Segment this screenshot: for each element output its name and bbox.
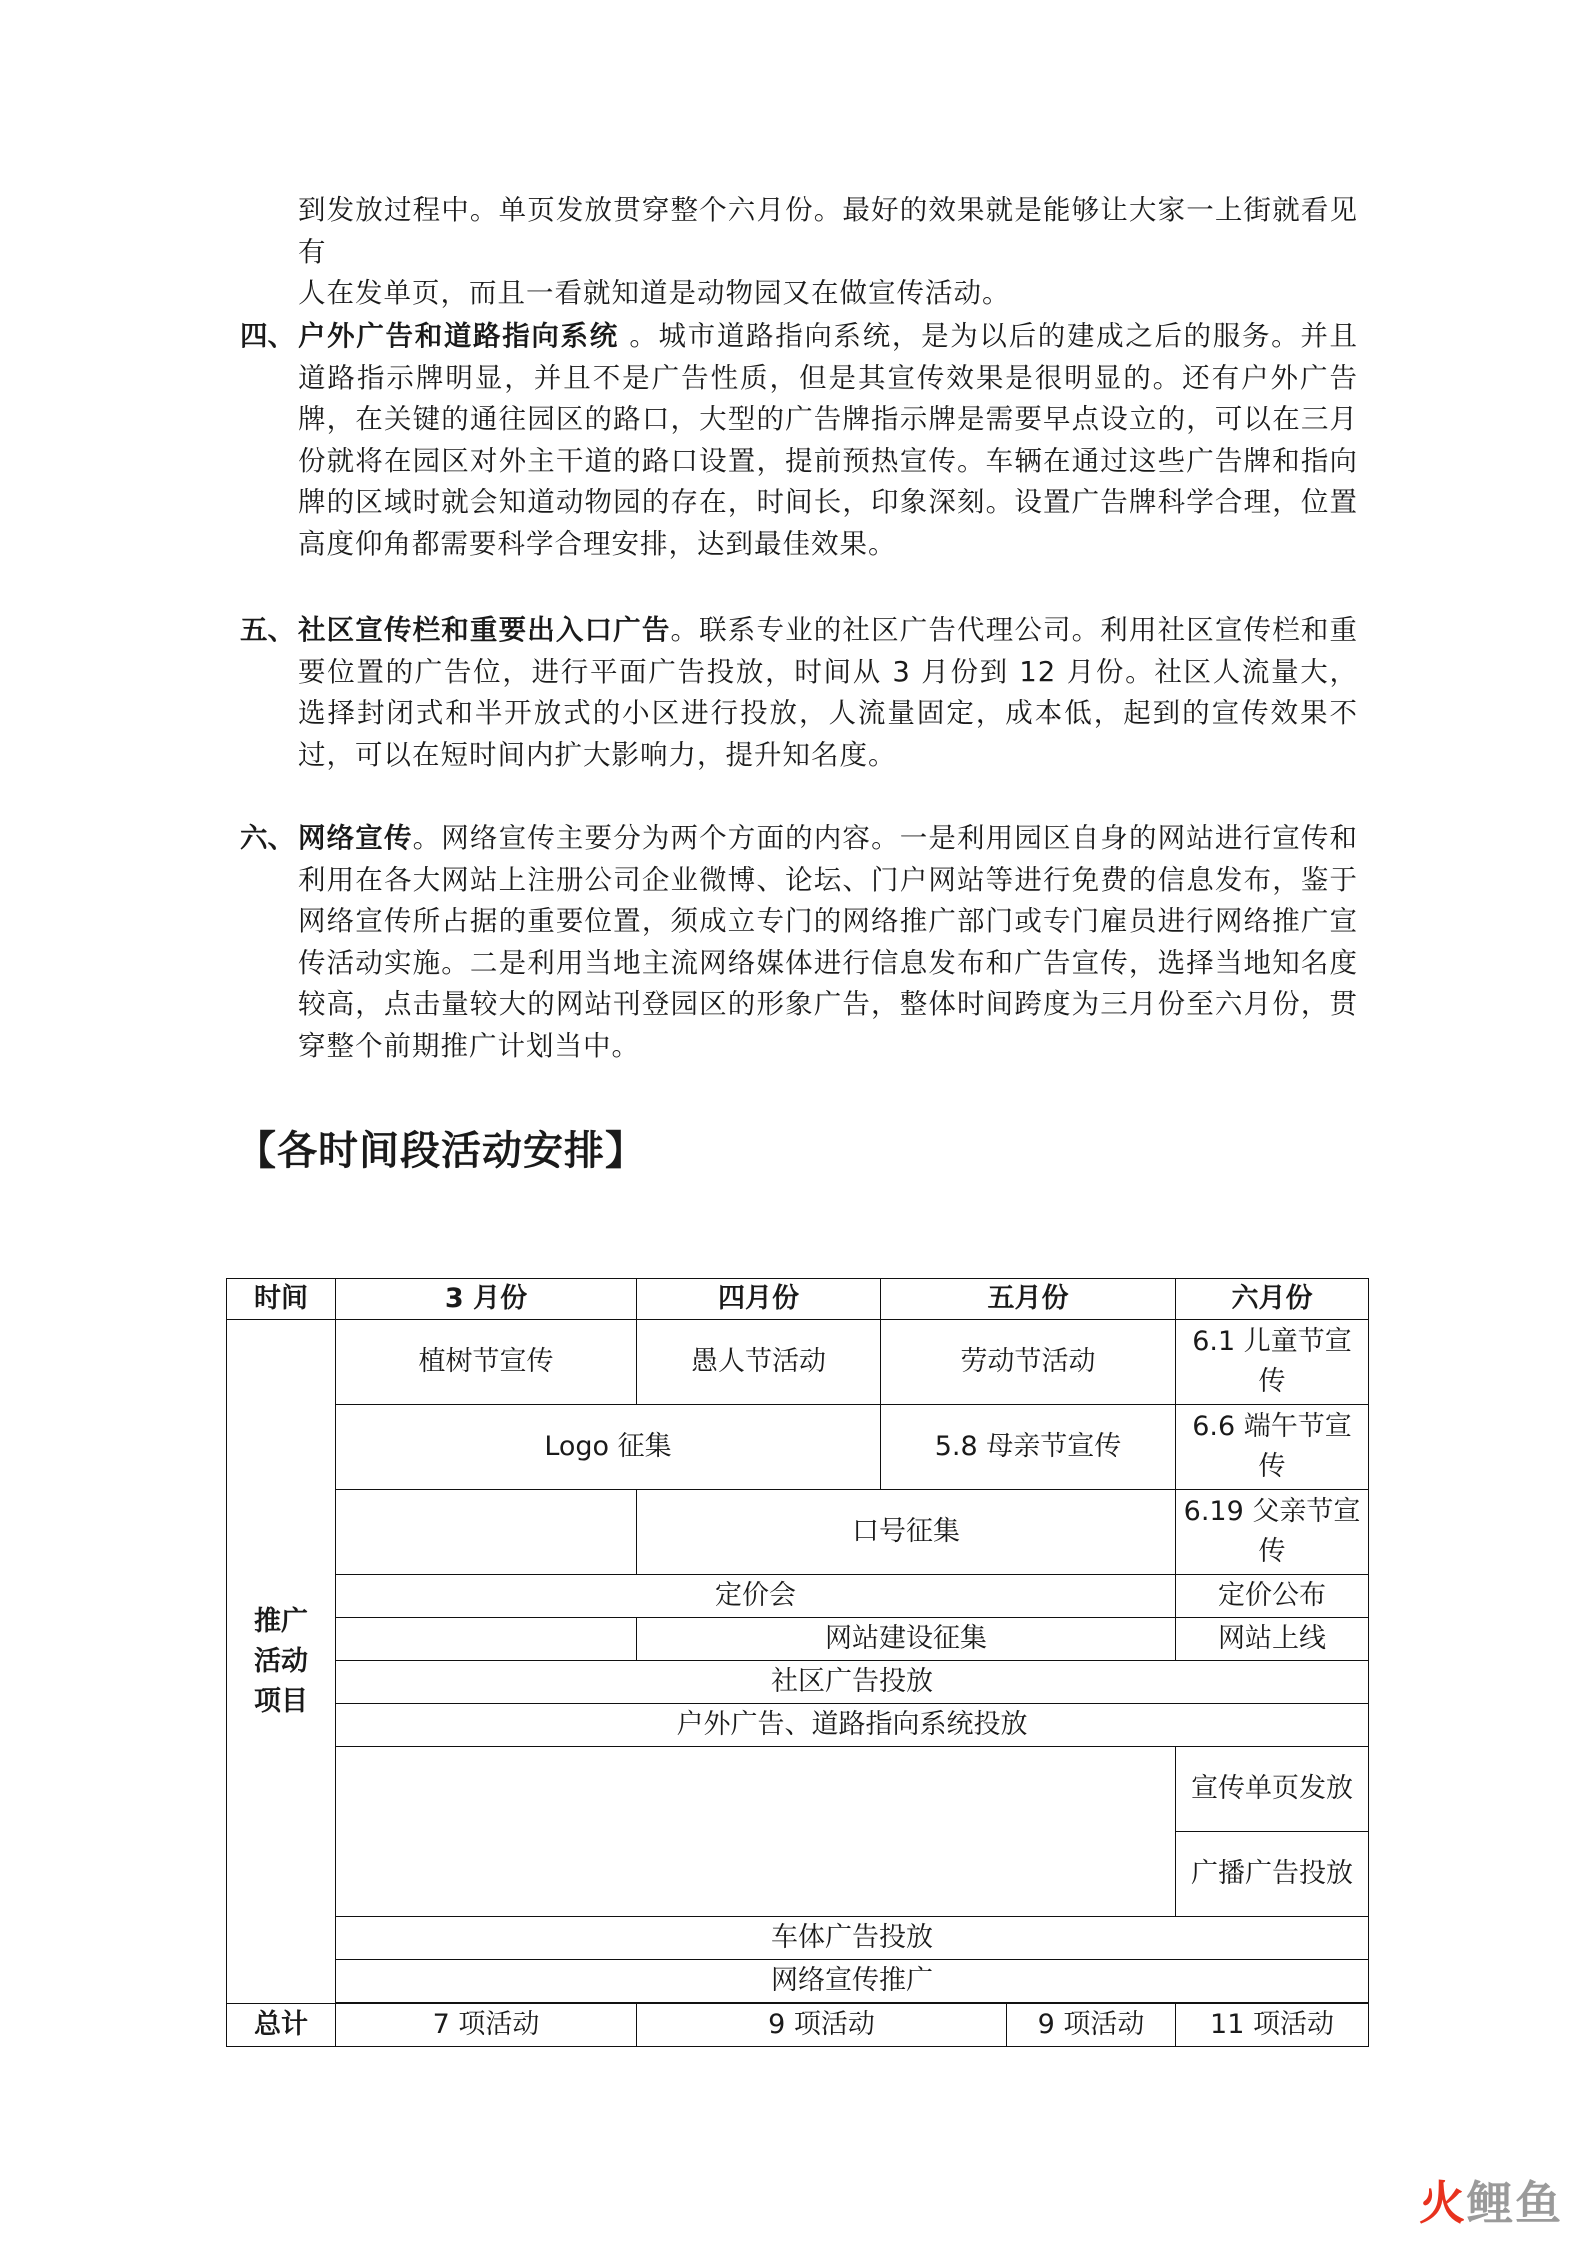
cell-empty [336, 1490, 637, 1575]
item-heading: 户外广告和道路指向系统 [298, 320, 619, 352]
table-row [227, 1747, 1369, 1832]
cell-vehicle-ads: 车体广告投放 [336, 1917, 1369, 1960]
table-row [227, 1917, 1369, 1960]
table-row [227, 1618, 1369, 1661]
table-header-row [227, 1279, 1369, 1320]
intro-line-2: 人在发单页，而且一看就知道是动物园又在做宣传活动。 [298, 277, 1011, 309]
header-may: 五月份 [881, 1279, 1176, 1320]
watermark-logo [1419, 2167, 1563, 2233]
table-row [227, 1661, 1369, 1704]
intro-paragraph [298, 190, 1358, 315]
cell-radio-ads: 广播广告投放 [1176, 1832, 1369, 1917]
header-time: 时间 [227, 1279, 336, 1320]
cell-childrens-day: 6.1 儿童节宣传 [1176, 1320, 1369, 1405]
row-label: 推广活动项目 [227, 1320, 336, 2004]
item-text: 。联系专业的社区广告代理公司。利用社区宣传栏和重要位置的广告位，进行平面广告投放，时间从 3 月份到 12 月份。社区人流量大，选择封闭式和半开放式的小区进行投放，人流量固定，成本低，起到的宣传效果不过，可以在短时间内扩大影响力，提升知名度。 [298, 614, 1359, 771]
cell-fathers-day: 6.19 父亲节宣传 [1176, 1490, 1369, 1575]
table-row [227, 1960, 1369, 2003]
watermark-part-2: 鲤鱼 [1467, 2176, 1563, 2230]
header-april: 四月份 [637, 1279, 881, 1320]
total-march: 7 项活动 [336, 2004, 637, 2047]
schedule-table [226, 1278, 1369, 2047]
total-label: 总计 [227, 2004, 336, 2047]
cell-outdoor-ads: 户外广告、道路指向系统投放 [336, 1704, 1369, 1747]
table-row [227, 1490, 1369, 1575]
total-june: 11 项活动 [1176, 2004, 1369, 2047]
total-may: 9 项活动 [1007, 2004, 1176, 2047]
cell-website-launch: 网站上线 [1176, 1618, 1369, 1661]
cell-april-fools: 愚人节活动 [637, 1320, 881, 1405]
item-heading: 社区宣传栏和重要出入口广告 [298, 614, 671, 646]
item-number: 五、 [240, 614, 295, 646]
item-body [298, 818, 1358, 1067]
watermark-part-1: 火 [1419, 2176, 1467, 2230]
cell-labor-day: 劳动节活动 [881, 1320, 1176, 1405]
item-text: 。城市道路指向系统，是为以后的建成之后的服务。并且道路指示牌明显，并且不是广告性质，但是其宣传效果是很明显的。还有户外广告牌，在关键的通往园区的路口，大型的广告牌指示牌是需要早点设立的，可以在三月份就将在园区对外主干道的路口设置，提前预热宣传。车辆在通过这些广告牌和指向牌的区域时就会知道动物园的存在，时间长，印象深刻。设置广告牌科学合理，位置高度仰角都需要科学合理安排，达到最佳效果。 [298, 320, 1359, 560]
table-row [227, 1320, 1369, 1405]
table-row [227, 1405, 1369, 1490]
item-body [298, 316, 1358, 565]
cell-online-promotion: 网络宣传推广 [336, 1960, 1369, 2003]
cell-logo-collection: Logo 征集 [336, 1405, 881, 1490]
item-text: 。网络宣传主要分为两个方面的内容。一是利用园区自身的网站进行宣传和利用在各大网站上注册公司企业微博、论坛、门户网站等进行免费的信息发布，鉴于网络宣传所占据的重要位置，须成立专门的网络推广部门或专门雇员进行网络推广宣传活动实施。二是利用当地主流网络媒体进行信息发布和广告宣传，选择当地知名度较高，点击量较大的网站刊登园区的形象广告，整体时间跨度为三月份至六月份，贯穿整个前期推广计划当中。 [298, 822, 1359, 1062]
cell-arbor-day: 植树节宣传 [336, 1320, 637, 1405]
cell-website-building: 网站建设征集 [637, 1618, 1176, 1661]
item-number: 四、 [240, 320, 295, 352]
cell-pricing-announcement: 定价公布 [1176, 1575, 1369, 1618]
section-title: 【各时间段活动安排】 [236, 1128, 646, 1174]
table-total-row [227, 2004, 1369, 2047]
intro-line-1: 到发放过程中。单页发放贯穿整个六月份。最好的效果就是能够让大家一上街就看见有 [298, 194, 1358, 268]
cell-empty [336, 1618, 637, 1661]
header-march: 3 月份 [336, 1279, 637, 1320]
item-heading: 网络宣传 [298, 822, 413, 854]
table-row [227, 1704, 1369, 1747]
item-body [298, 610, 1358, 776]
schedule-table-wrap [226, 1278, 1369, 2047]
cell-pricing-meeting: 定价会 [336, 1575, 1176, 1618]
total-april: 9 项活动 [637, 2004, 1007, 2047]
cell-dragon-boat: 6.6 端午节宣传 [1176, 1405, 1369, 1490]
cell-community-ads: 社区广告投放 [336, 1661, 1369, 1704]
cell-slogan-collection: 口号征集 [637, 1490, 1176, 1575]
table-row [227, 1575, 1369, 1618]
cell-empty [336, 1747, 1176, 1917]
item-number: 六、 [240, 822, 295, 854]
cell-flyer-distribution: 宣传单页发放 [1176, 1747, 1369, 1832]
cell-mothers-day: 5.8 母亲节宣传 [881, 1405, 1176, 1490]
header-june: 六月份 [1176, 1279, 1369, 1320]
